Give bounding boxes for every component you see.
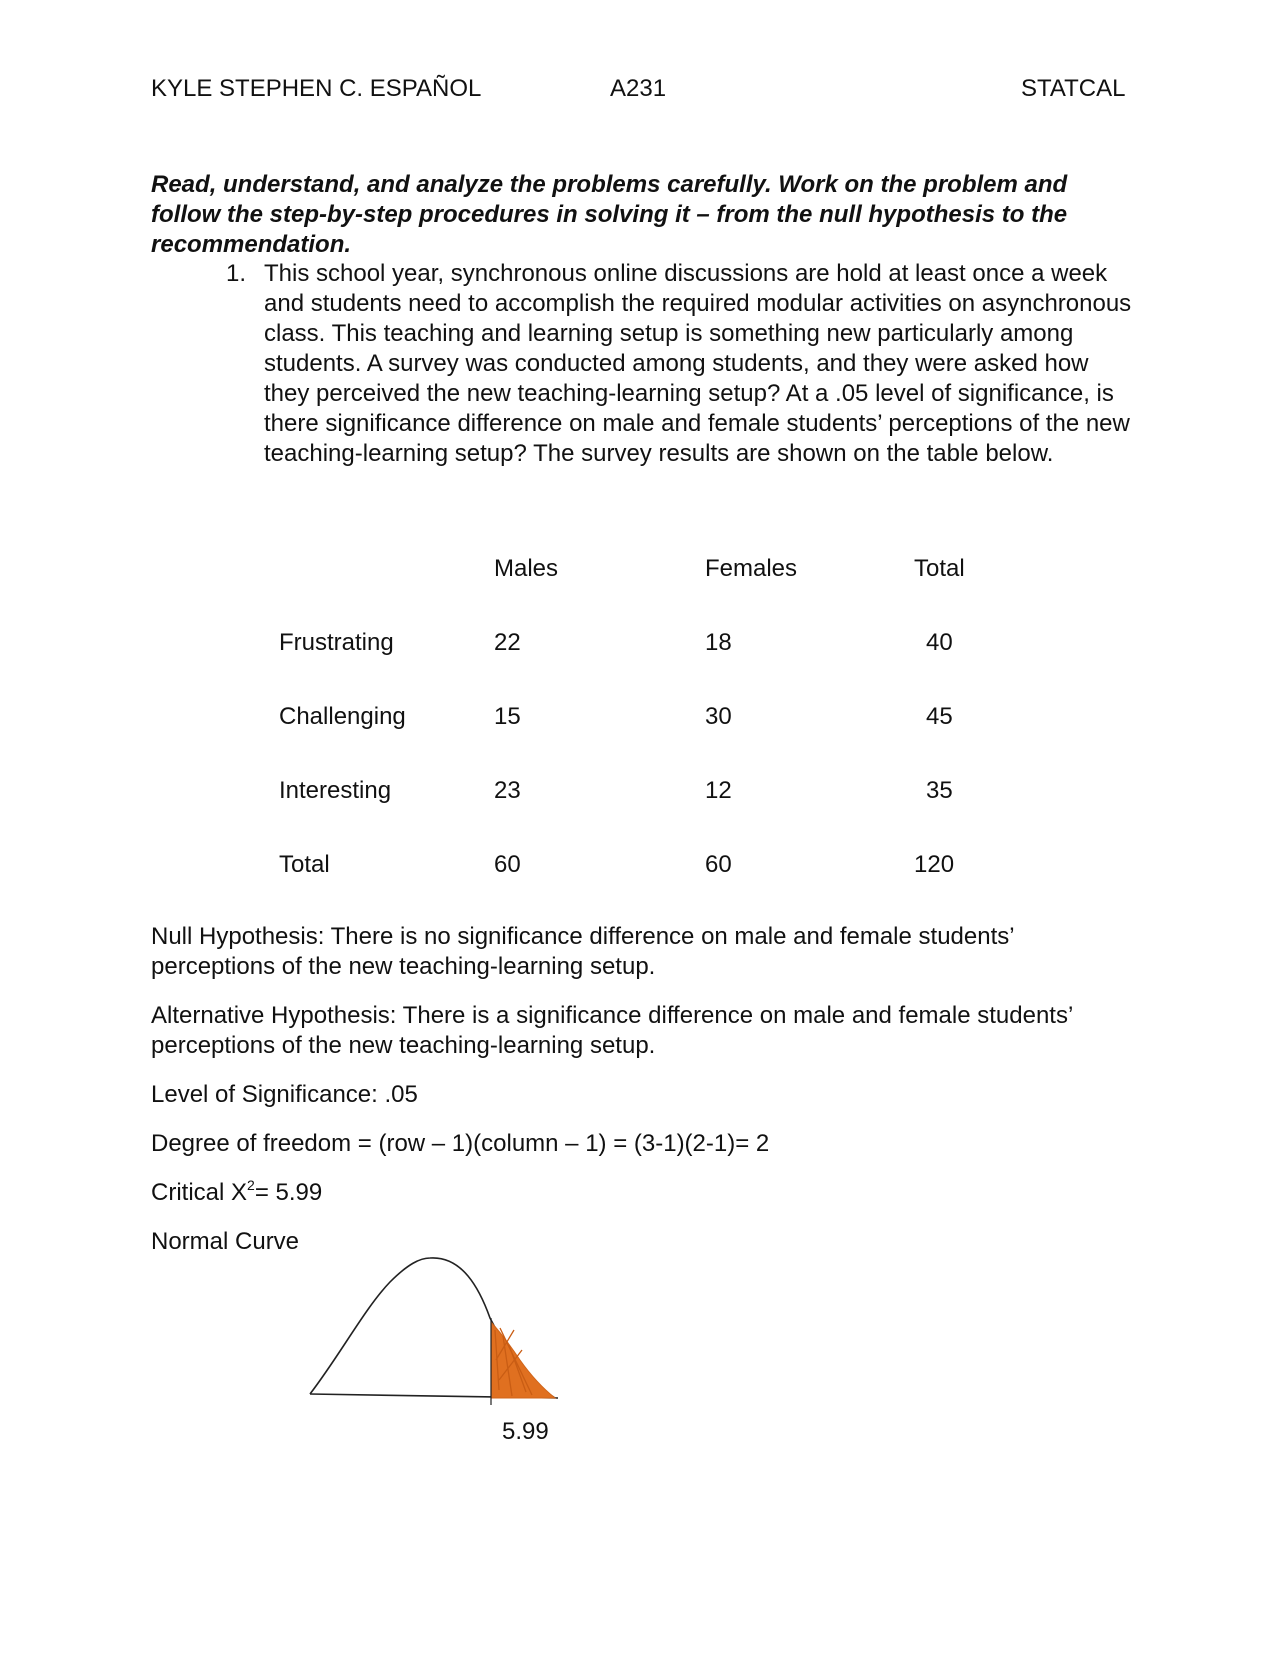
normal-curve-label: Normal Curve — [151, 1228, 300, 1255]
cell-total-males: 60 — [494, 851, 521, 878]
row-label-challenging: Challenging — [279, 703, 406, 730]
row-label-total: Total — [279, 851, 330, 878]
critical-prefix: Critical X — [151, 1179, 248, 1206]
normal-curve-sketch — [300, 1240, 570, 1410]
rejection-region-shade — [491, 1322, 555, 1398]
critical-suffix: = 5.99 — [254, 1179, 323, 1206]
section-code: A231 — [610, 75, 667, 102]
critical-superscript: 2 — [247, 1177, 255, 1193]
critical-value-label: 5.99 — [502, 1418, 549, 1445]
instructions: Read, understand, and analyze the problems carefully. Work on the problem and follow the step-by-step procedures in solving it – from the null hypothesis to the recommendation. — [151, 171, 1068, 258]
cell-challenging-females: 30 — [705, 703, 732, 730]
cell-frustrating-total: 40 — [926, 629, 953, 656]
cell-frustrating-males: 22 — [494, 629, 521, 656]
critical-value — [151, 1178, 1131, 1208]
cell-interesting-females: 12 — [705, 777, 732, 804]
cell-challenging-males: 15 — [494, 703, 521, 730]
problem-text: This school year, synchronous online discussions are hold at least once a week and students need to accomplish the required modular activities on asynchronous class. This teaching and learning setup is something new particularly among students. A survey was conducted among students, and they were asked how they perceived the new teaching-learning setup? At a .05 level of significance, is there significance difference on male and female students’ perceptions of the new teaching-learning setup? The survey results are shown on the table below. — [264, 260, 1132, 467]
alternative-hypothesis: Alternative Hypothesis: There is a significance difference on male and female students’ perceptions of the new teaching-learning setup. — [151, 1002, 1073, 1059]
cell-grand-total: 120 — [914, 851, 955, 878]
cell-interesting-total: 35 — [926, 777, 953, 804]
row-label-frustrating: Frustrating — [279, 629, 394, 656]
cell-frustrating-females: 18 — [705, 629, 732, 656]
student-name: KYLE STEPHEN C. ESPAÑOL — [151, 75, 482, 102]
problem-number: 1. — [226, 260, 247, 287]
subject-name: STATCAL — [1021, 75, 1126, 102]
cell-total-females: 60 — [705, 851, 732, 878]
level-of-significance: Level of Significance: .05 — [151, 1081, 418, 1108]
cell-interesting-males: 23 — [494, 777, 521, 804]
column-header-males: Males — [494, 555, 559, 582]
null-hypothesis: Null Hypothesis: There is no significance difference on male and female students’ perceptions of the new teaching-learning setup. — [151, 923, 1014, 980]
cell-challenging-total: 45 — [926, 703, 953, 730]
row-label-interesting: Interesting — [279, 777, 392, 804]
degree-of-freedom: Degree of freedom = (row – 1)(column – 1) = (3-1)(2-1)= 2 — [151, 1130, 770, 1157]
column-header-total: Total — [914, 555, 965, 582]
column-header-females: Females — [705, 555, 798, 582]
